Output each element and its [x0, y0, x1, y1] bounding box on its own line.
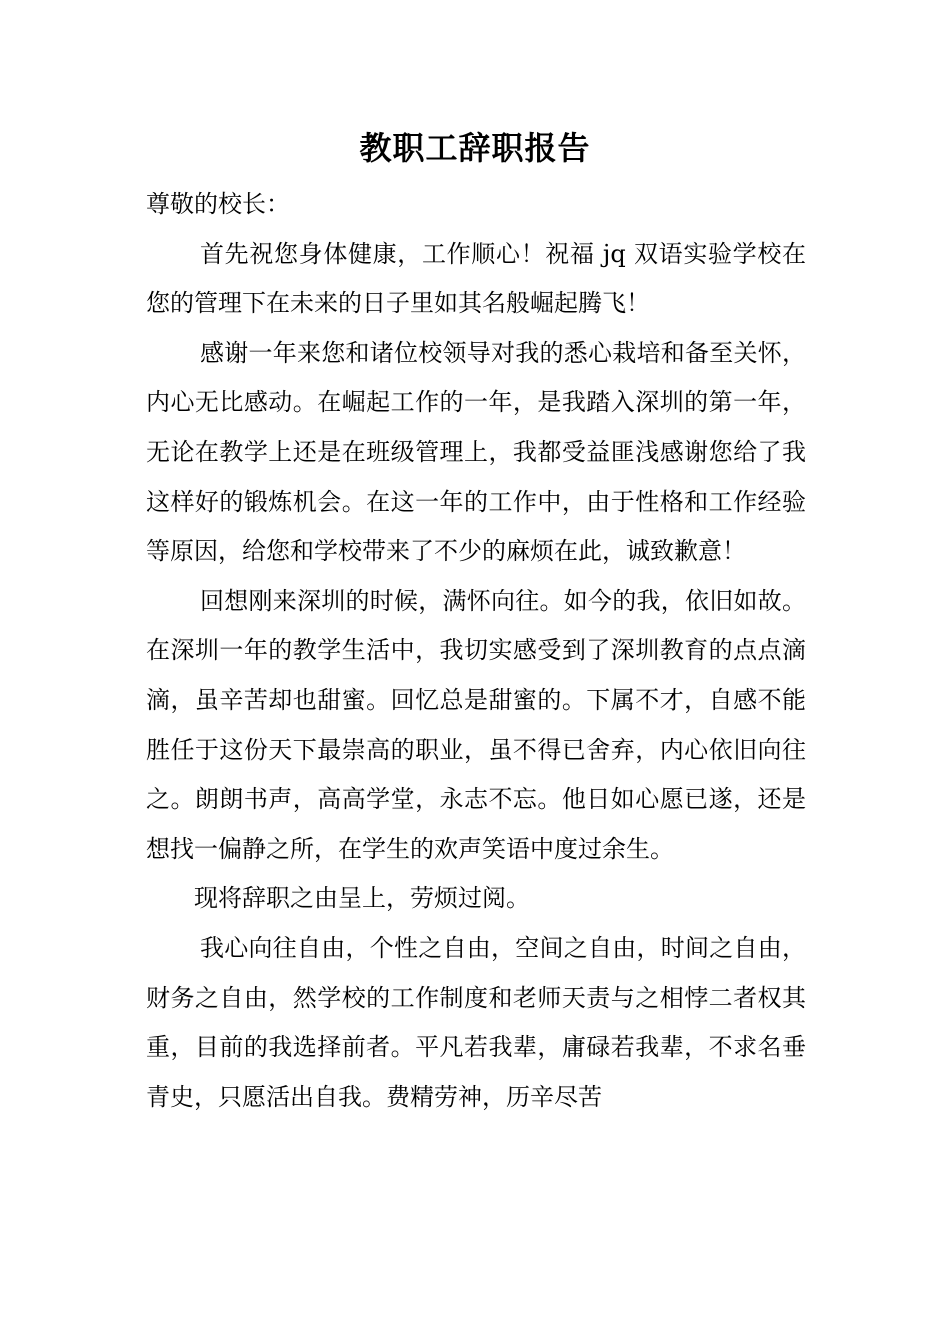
- paragraph-gratitude: 感谢一年来您和诸位校领导对我的悉心栽培和备至关怀，内心无比感动。在崛起工作的一年，是我踏入深圳的第一年，无论在教学上还是在班级管理上，我都受益匪浅感谢您给了我这样好的锻炼机会。在这一年的工作中，由于性格和工作经验等原因，给您和学校带来了不少的麻烦在此，诚致歉意！: [146, 338, 806, 566]
- document-title: 教职工辞职报告: [359, 129, 591, 167]
- document-body: [146, 180, 806, 1122]
- paragraph-reason-intro: 现将辞职之由呈上，劳烦过阅。: [194, 884, 530, 913]
- paragraph-greeting: 首先祝您身体健康，工作顺心！祝福 jq 双语实验学校在您的管理下在未来的日子里如其名般崛起腾飞！: [146, 239, 806, 318]
- paragraph-recollection: 回想刚来深圳的时候，满怀向往。如今的我，依旧如故。在深圳一年的教学生活中，我切实感受到了深圳教育的点点滴滴，虽辛苦却也甜蜜。回忆总是甜蜜的。下属不才，自感不能胜任于这份天下最崇高的职业，虽不得已舍弃，内心依旧向往之。朗朗书声，高高学堂，永志不忘。他日如心愿已遂，还是想找一偏静之所，在学生的欢声笑语中度过余生。: [146, 586, 806, 863]
- salutation: 尊敬的校长：: [146, 190, 290, 218]
- paragraph-reason: 我心向往自由，个性之自由，空间之自由，时间之自由，财务之自由，然学校的工作制度和老师天责与之相悖二者权其重，目前的我选择前者。平凡若我辈，庸碌若我辈，不求名垂青史，只愿活出自我。费精劳神，历辛尽苦: [146, 933, 806, 1111]
